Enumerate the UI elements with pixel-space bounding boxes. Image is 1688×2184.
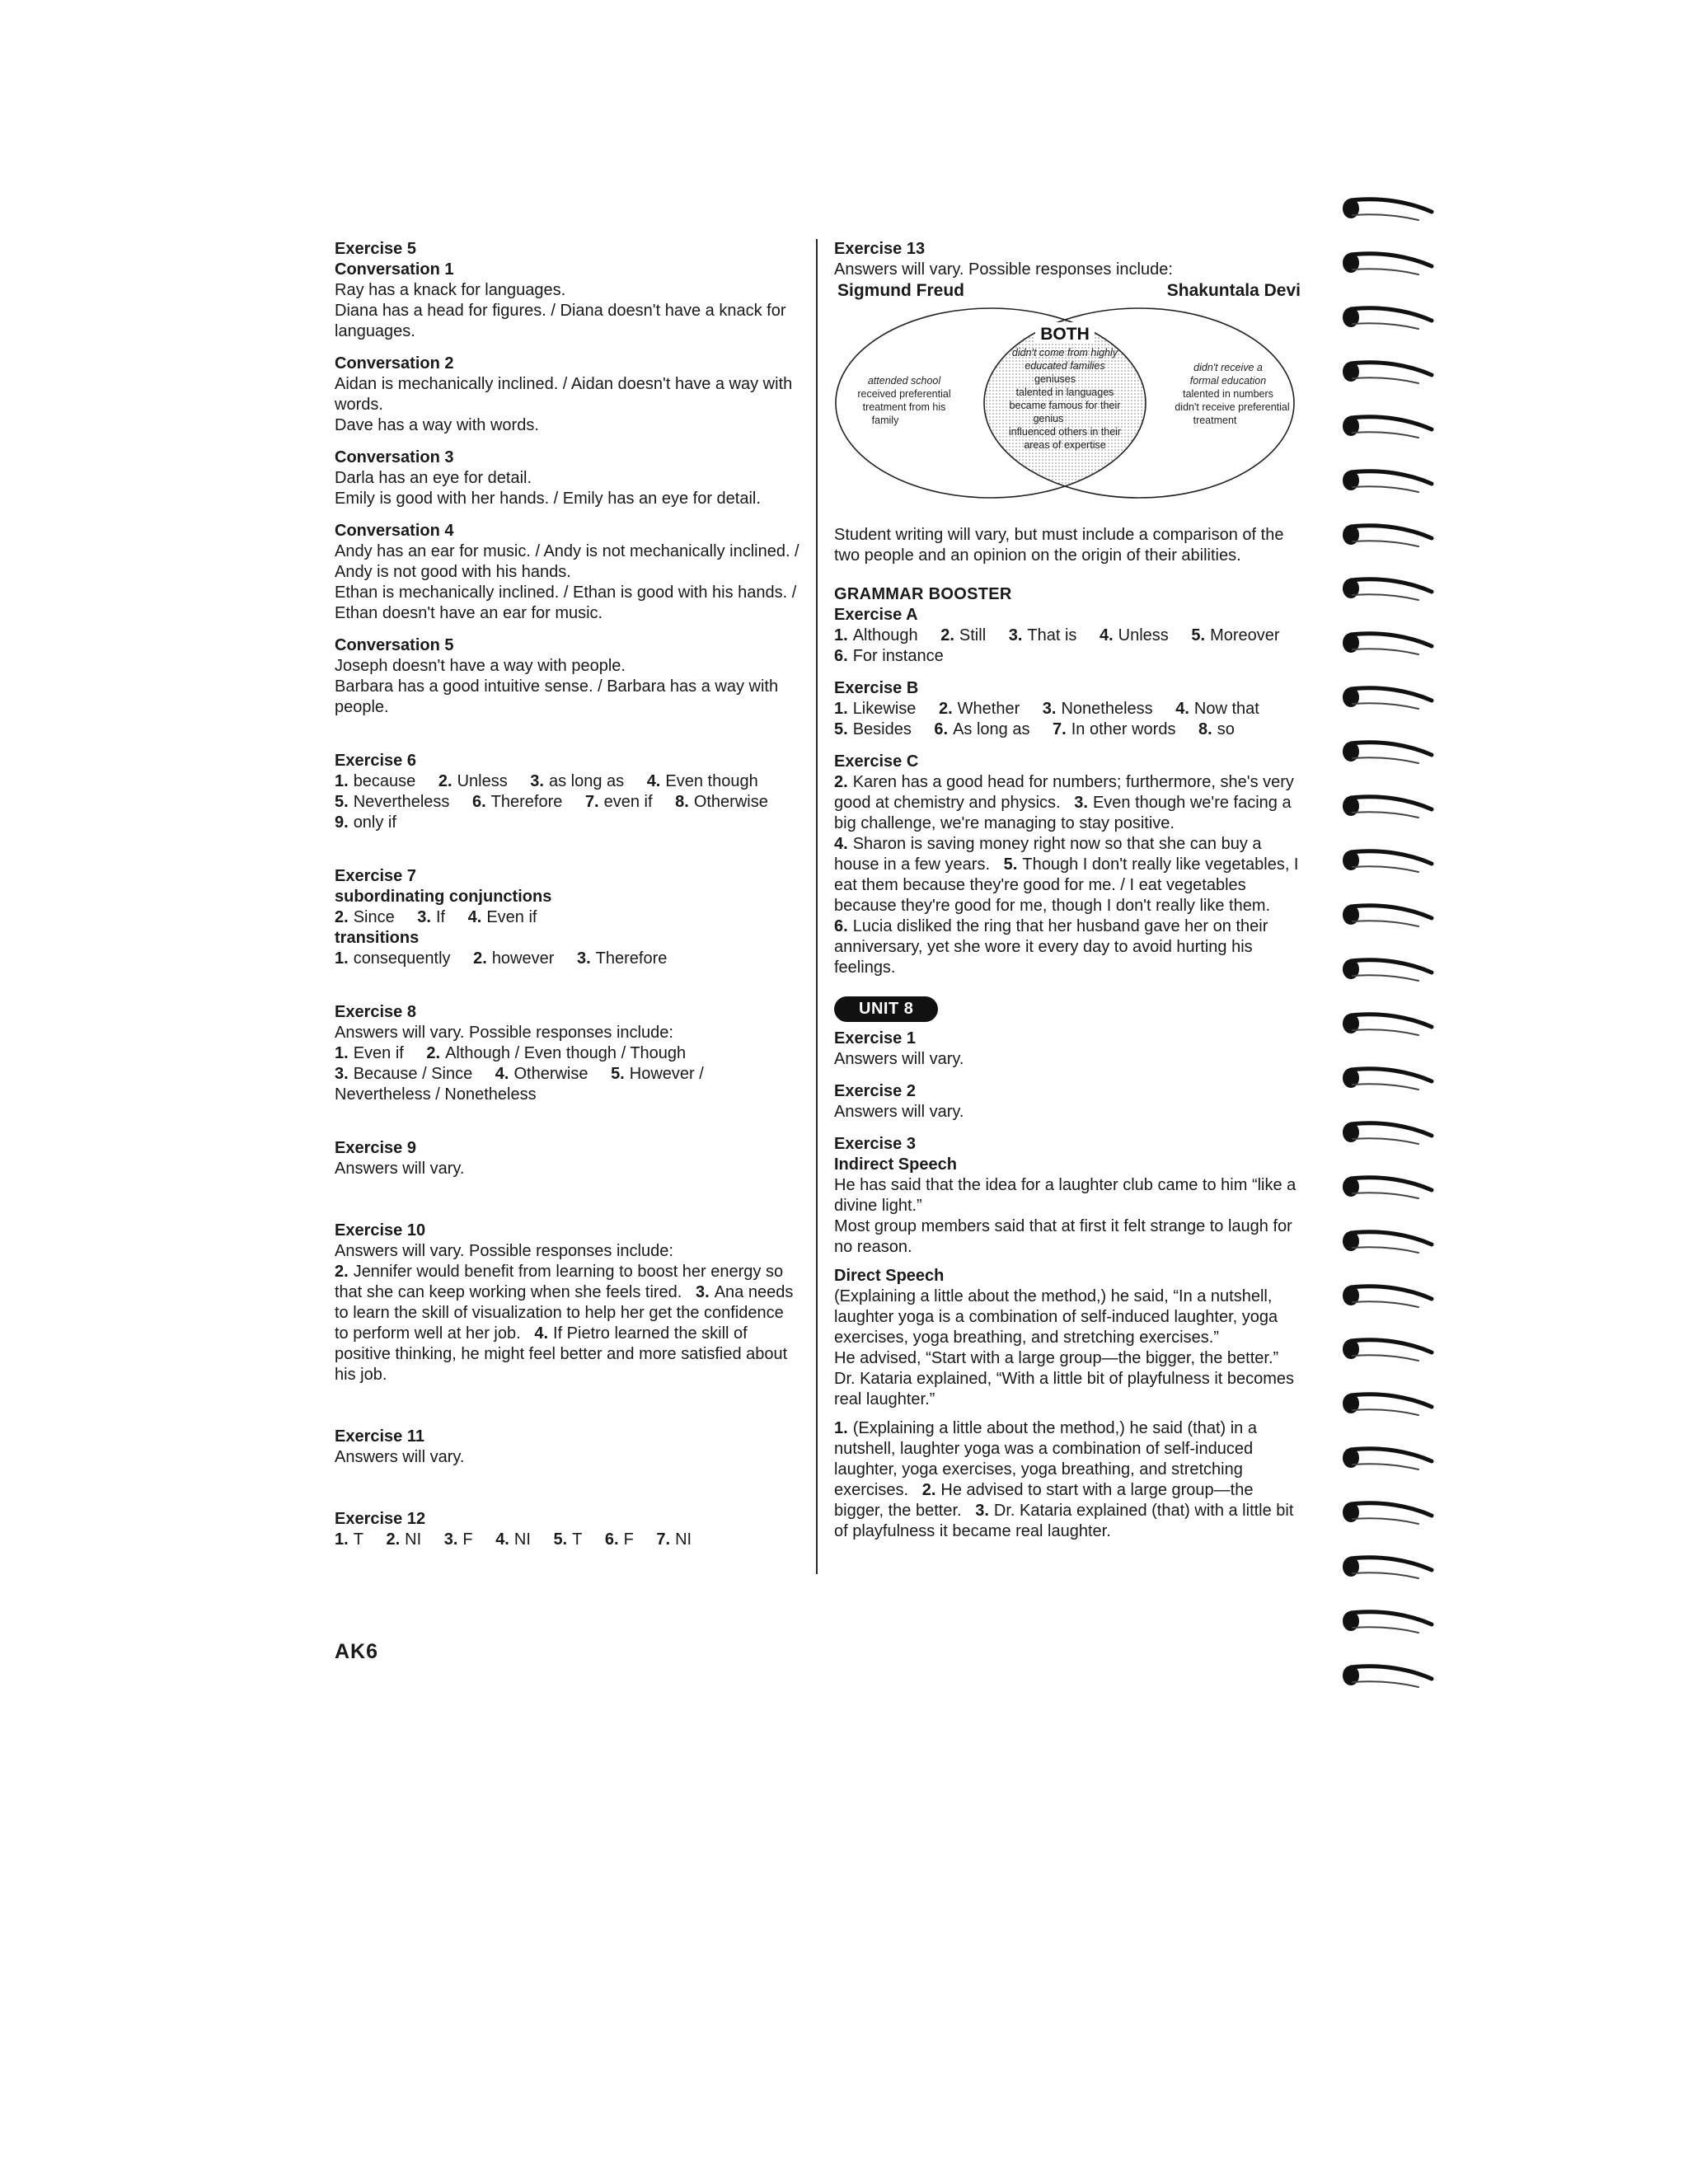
exercise-title: Exercise 3 [834, 1135, 916, 1153]
conversation-label: Conversation 5 [335, 636, 454, 654]
subheading: subordinating conjunctions [335, 888, 552, 906]
right-column [834, 239, 1304, 1542]
spiral-ring [1339, 1009, 1447, 1040]
answer-row: 1. Although 2. Still 3. That is 4. Unless 5. Moreover [834, 626, 1280, 644]
answer-line: Barbara has a good intuitive sense. / Barbara has a way with people. [335, 677, 779, 716]
exercise-title: Exercise B [834, 679, 919, 697]
venn-both-item: talented in languages [1015, 387, 1114, 398]
exercise-5 [335, 239, 801, 718]
subheading: transitions [335, 929, 420, 947]
venn-right-item: formal education [1189, 375, 1267, 387]
conversation-1 [335, 260, 801, 342]
answer-line: Ethan is mechanically inclined. / Ethan is good with his hands. / Ethan doesn't have an ear for music. [335, 583, 797, 622]
exercise-12 [335, 1509, 801, 1550]
spiral-ring [1339, 520, 1447, 551]
answer-row: 3. Because / Since 4. Otherwise 5. However / Nevertheless / Nonetheless [335, 1065, 704, 1104]
venn-diagram [834, 304, 1296, 543]
spiral-ring [1339, 846, 1447, 877]
answer-line: (Explaining a little about the method,) he said, “In a nutshell, laughter yoga is a combination of self-induced laughter, yoga exercises, yoga breathing, and stretching exercises.” [834, 1287, 1278, 1347]
conversation-3 [335, 448, 801, 509]
answer-text: Answers will vary. [335, 1160, 465, 1178]
exercise-b [834, 678, 1304, 740]
exercise-title: Exercise A [834, 606, 918, 624]
conversation-5 [335, 635, 801, 718]
answer-paragraph: 2. Jennifer would benefit from learning to boost her energy so that she can keep working when she feels tired. 3. Ana needs to learn the skill of visualization to help her get the confidence to perform well at her job. 4. If Pietro learned the skill of positive thinking, he might feel better and more satisfied about his job. [335, 1263, 794, 1384]
exercise-11 [335, 1427, 801, 1468]
spiral-ring [1339, 682, 1447, 714]
exercise-title: Exercise 5 [335, 240, 416, 258]
venn-svg [834, 304, 1296, 510]
venn-headers [834, 280, 1304, 301]
answer-line: He advised, “Start with a large group—the bigger, the better.” [834, 1349, 1279, 1367]
exercise-title: Exercise 1 [834, 1029, 916, 1047]
spiral-ring [1339, 1606, 1447, 1638]
spiral-ring [1339, 411, 1447, 443]
unit-exercise-1 [834, 1029, 1304, 1070]
spiral-ring [1339, 1497, 1447, 1529]
exercise-title: Exercise 11 [335, 1427, 424, 1446]
conversation-label: Conversation 2 [335, 354, 454, 373]
venn-left-item: treatment from his [862, 401, 946, 413]
venn-right-items [1175, 362, 1289, 426]
venn-both-item: became famous for their [1009, 400, 1121, 411]
unit-exercise-3 [834, 1134, 1304, 1542]
venn-right-name: Shakuntala Devi [1166, 281, 1301, 300]
answer-text: Answers will vary. [335, 1448, 465, 1466]
spiral-ring [1339, 357, 1447, 388]
conversation-label: Conversation 4 [335, 522, 454, 540]
conversation-2 [335, 354, 801, 436]
answer-text: Answers will vary. [834, 1103, 964, 1121]
exercise-title: Exercise 8 [335, 1003, 416, 1021]
spiral-ring [1339, 1334, 1447, 1366]
answer-line: Diana has a head for figures. / Diana doesn't have a knack for languages. [335, 302, 786, 340]
venn-right-item: talented in numbers [1183, 388, 1273, 400]
answer-row: 1. Likewise 2. Whether 3. Nonetheless 4. Now that [834, 700, 1259, 718]
spiral-ring [1339, 574, 1447, 605]
answer-paragraph: 4. Sharon is saving money right now so that she can buy a house in a few years. 5. Though I don't really like vegetables, I eat them because they're good for me. / I eat vegetables because they're good for me, though I don't really like them. 6. Lucia disliked the ring that her husband gave her on their anniversary, yet she wore it every day to avoid hurting his feelings. [834, 835, 1299, 977]
exercise-title: Exercise 6 [335, 752, 416, 770]
subheading: Indirect Speech [834, 1155, 957, 1174]
spiral-binding [1339, 194, 1455, 1694]
conversation-label: Conversation 1 [335, 260, 454, 279]
spiral-ring [1339, 1443, 1447, 1474]
answer-line: Dave has a way with words. [335, 416, 539, 434]
exercise-13 [834, 239, 1304, 566]
grammar-booster-heading: GRAMMAR BOOSTER [834, 585, 1012, 603]
answer-row: 9. only if [335, 813, 396, 832]
answer-line: Aidan is mechanically inclined. / Aidan doesn't have a way with words. [335, 375, 793, 414]
exercise-title: Exercise 9 [335, 1139, 416, 1157]
answer-paragraph: 2. Karen has a good head for numbers; furthermore, she's very good at chemistry and physics. 3. Even though we're facing a big challenge, we're managing to stay positive. [834, 773, 1294, 832]
venn-both-item: educated families [1025, 360, 1105, 372]
student-writing-note: Student writing will vary, but must include a comparison of the two people and an opinion on the origin of their abilities. [834, 526, 1284, 565]
venn-both-item: areas of expertise [1024, 439, 1106, 451]
intro-text: Answers will vary. Possible responses include: [335, 1242, 673, 1260]
answer-line: Emily is good with her hands. / Emily has an eye for detail. [335, 490, 761, 508]
answer-row: 1. because 2. Unless 3. as long as 4. Even though [335, 772, 758, 790]
spiral-ring [1339, 1281, 1447, 1312]
venn-right-item: didn't receive a [1193, 362, 1263, 373]
answer-line: Most group members said that at first it felt strange to laugh for no reason. [834, 1217, 1292, 1256]
page-number: AK6 [335, 1640, 379, 1663]
spiral-ring [1339, 1063, 1447, 1094]
exercise-7 [335, 866, 801, 969]
answer-line: He has said that the idea for a laughter club came to him “like a divine light.” [834, 1176, 1296, 1215]
spiral-ring [1339, 302, 1447, 334]
spiral-ring [1339, 1661, 1447, 1692]
answer-line: Joseph doesn't have a way with people. [335, 657, 626, 675]
venn-right-item: treatment [1193, 415, 1237, 426]
spiral-ring [1339, 248, 1447, 279]
exercise-a [834, 605, 1304, 667]
exercise-title: Exercise 10 [335, 1221, 426, 1240]
spiral-ring [1339, 1389, 1447, 1420]
spiral-ring [1339, 954, 1447, 986]
intro-text: Answers will vary. Possible responses include: [834, 260, 1173, 279]
exercise-10 [335, 1221, 801, 1385]
venn-right-item: didn't receive preferential [1175, 401, 1290, 413]
unit-exercise-2 [834, 1081, 1304, 1122]
exercise-title: Exercise 12 [335, 1510, 426, 1528]
venn-left-item: received preferential [857, 388, 951, 400]
unit-8 [834, 996, 1304, 1542]
answer-row: 1. T 2. NI 3. F 4. NI 5. T 6. F 7. NI [335, 1530, 692, 1549]
answer-row: 1. consequently 2. however 3. Therefore [335, 949, 668, 968]
exercise-title: Exercise 2 [834, 1082, 916, 1100]
exercise-9 [335, 1138, 801, 1179]
exercise-c [834, 752, 1304, 978]
spiral-ring [1339, 1226, 1447, 1258]
intro-text: Answers will vary. Possible responses include: [335, 1024, 673, 1042]
grammar-booster [834, 584, 1304, 978]
spiral-ring [1339, 791, 1447, 823]
spiral-ring [1339, 1552, 1447, 1583]
spiral-ring [1339, 466, 1447, 497]
answer-row: 2. Since 3. If 4. Even if [335, 908, 537, 926]
column-divider [816, 239, 818, 1574]
conversation-4 [335, 521, 801, 624]
venn-both-item: influenced others in their [1008, 426, 1122, 438]
answer-row: 5. Besides 6. As long as 7. In other words 8. so [834, 720, 1235, 738]
exercise-6 [335, 751, 801, 833]
spiral-ring [1339, 900, 1447, 931]
answer-line: Darla has an eye for detail. [335, 469, 532, 487]
exercise-title: Exercise 13 [834, 240, 926, 258]
answer-row: 1. Even if 2. Although / Even though / Though [335, 1044, 687, 1062]
answer-row: 6. For instance [834, 647, 944, 665]
answer-row: 5. Nevertheless 6. Therefore 7. even if 8. Otherwise [335, 793, 768, 811]
spiral-ring [1339, 1172, 1447, 1203]
spiral-ring [1339, 1118, 1447, 1149]
unit-badge: UNIT 8 [834, 996, 938, 1022]
conversation-label: Conversation 3 [335, 448, 454, 466]
spiral-ring [1339, 737, 1447, 768]
answer-line: Ray has a knack for languages. [335, 281, 566, 299]
venn-both-item: didn't come from highly [1011, 347, 1118, 359]
answer-line: Dr. Kataria explained, “With a little bit of playfulness it becomes real laughter.” [834, 1370, 1295, 1408]
venn-both-label: BOTH [1040, 325, 1090, 344]
venn-left-item: attended school [867, 375, 941, 387]
venn-left-items [857, 375, 950, 426]
answer-paragraph: 1. (Explaining a little about the method,) he said (that) in a nutshell, laughter yoga was a combination of self-induced laughter, yoga exercises, yoga breathing, and stretching exercises. 2. He advised to start with a large group—the bigger, the better. 3. Dr. Kataria explained (that) with a little bit of playfulness it became real laughter. [834, 1419, 1294, 1540]
exercise-title: Exercise 7 [335, 867, 416, 885]
venn-left-item: family [871, 415, 899, 426]
venn-both-item: geniuses [1034, 373, 1076, 385]
spiral-ring [1339, 628, 1447, 659]
answer-text: Answers will vary. [834, 1050, 964, 1068]
answer-line: Andy has an ear for music. / Andy is not mechanically inclined. / Andy is not good with his hands. [335, 542, 799, 581]
exercise-8 [335, 1002, 801, 1105]
venn-left-name: Sigmund Freud [837, 281, 964, 300]
exercise-title: Exercise C [834, 752, 919, 771]
venn-both-item: genius [1033, 413, 1064, 424]
subheading: Direct Speech [834, 1267, 945, 1285]
spiral-ring [1339, 194, 1447, 225]
left-column [335, 239, 801, 1550]
